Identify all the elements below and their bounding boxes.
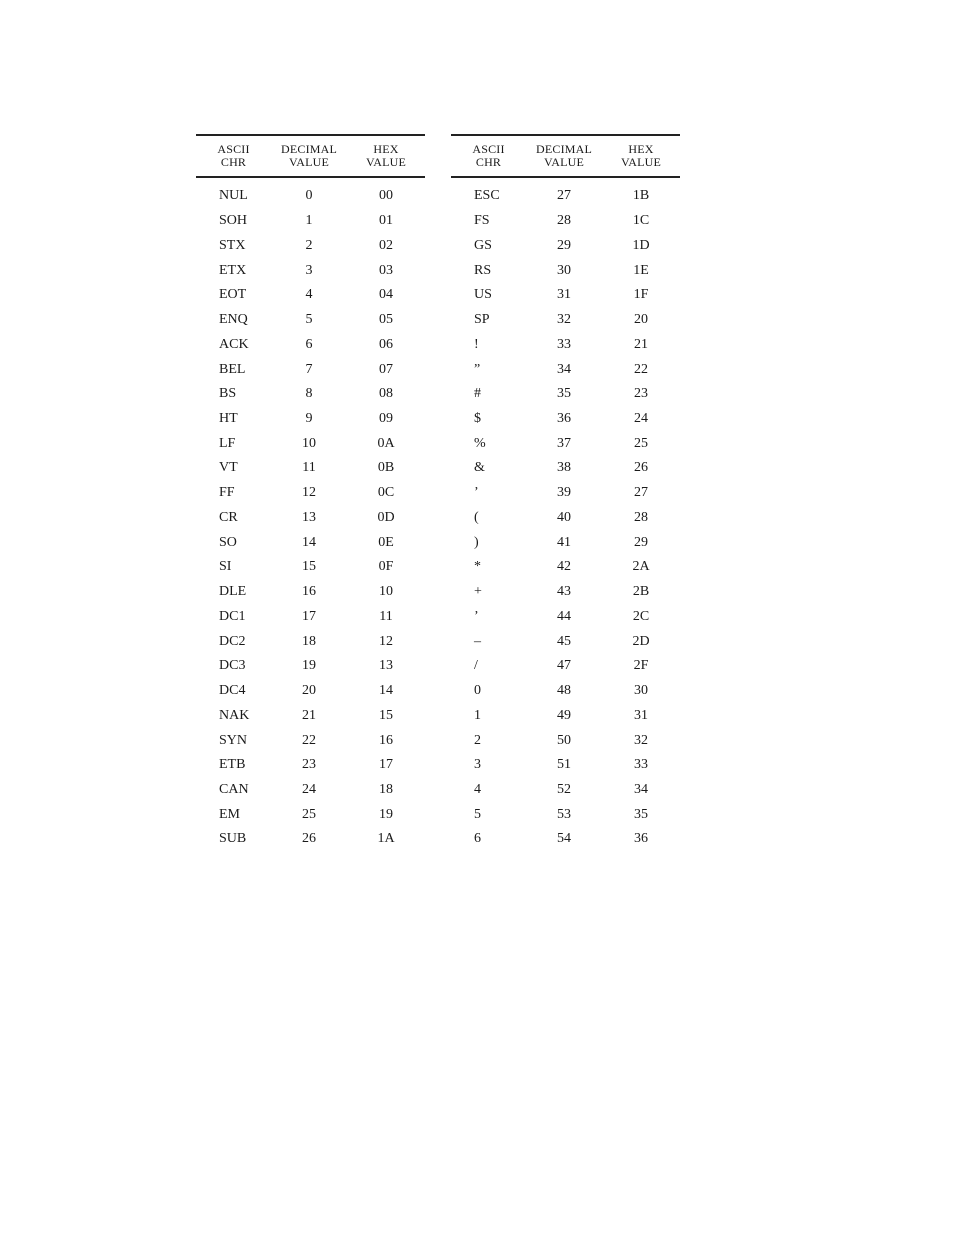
table-row	[196, 827, 425, 852]
table-row	[451, 506, 680, 531]
table-row	[196, 456, 425, 481]
hex-value-cell: 15	[379, 707, 393, 723]
hex-value-cell: 2F	[633, 658, 649, 674]
ascii-chr-cell: ’	[474, 608, 479, 624]
decimal-value-cell: 33	[557, 336, 571, 352]
hex-value-cell: 23	[634, 386, 648, 402]
table-row	[451, 456, 680, 481]
decimal-value-cell: 1	[305, 213, 313, 229]
table-row	[196, 283, 425, 308]
hex-value-cell: 04	[379, 287, 393, 303]
ascii-chr-cell: *	[474, 559, 481, 575]
table-row	[196, 679, 425, 704]
table-row	[196, 728, 425, 753]
table-row	[196, 481, 425, 506]
table-row	[451, 728, 680, 753]
table-row	[451, 629, 680, 654]
decimal-value-cell: 6	[305, 336, 313, 352]
table-row	[451, 604, 680, 629]
hex-value-cell: 18	[379, 781, 393, 797]
hex-value-cell: 05	[379, 312, 393, 328]
hex-value-cell: 24	[634, 410, 648, 426]
decimal-value-cell: 18	[302, 633, 316, 649]
ascii-chr-cell: &	[474, 460, 485, 476]
decimal-value-cell: 10	[302, 435, 316, 451]
table-row	[196, 332, 425, 357]
table-row	[196, 407, 425, 432]
hex-value-cell: 35	[634, 806, 648, 822]
hex-value-cell: 34	[634, 781, 648, 797]
table-row	[451, 382, 680, 407]
table-row	[451, 753, 680, 778]
table-row	[451, 654, 680, 679]
hex-value-cell: 20	[634, 312, 648, 328]
ascii-chr-cell: 5	[474, 806, 481, 822]
decimal-value-cell: 50	[557, 732, 571, 748]
table-row	[196, 703, 425, 728]
hex-value-cell: 03	[379, 262, 393, 278]
ascii-chr-cell: FS	[474, 213, 490, 229]
ascii-chr-cell: 4	[474, 781, 481, 797]
hex-value-cell: 12	[379, 633, 393, 649]
ascii-chr-cell: 0	[474, 683, 481, 699]
decimal-value-cell: 16	[302, 584, 316, 600]
decimal-value-cell: 22	[302, 732, 316, 748]
table-row	[451, 258, 680, 283]
ascii-chr-cell: )	[474, 534, 479, 550]
table-row	[451, 802, 680, 827]
table-row	[451, 827, 680, 852]
header-hex-value: HEX VALUE	[620, 142, 662, 169]
decimal-value-cell: 2	[305, 237, 313, 253]
ascii-chr-cell: LF	[219, 435, 236, 451]
decimal-value-cell: 37	[557, 435, 571, 451]
ascii-chr-cell: 3	[474, 757, 481, 773]
table-row	[196, 308, 425, 333]
decimal-value-cell: 36	[557, 410, 571, 426]
ascii-chr-cell: SUB	[219, 831, 247, 847]
hex-value-cell: 1C	[632, 213, 650, 229]
decimal-value-cell: 30	[557, 262, 571, 278]
decimal-value-cell: 40	[557, 509, 571, 525]
table-row	[196, 802, 425, 827]
hex-value-cell: 0B	[377, 460, 395, 476]
hex-value-cell: 00	[379, 188, 393, 204]
table-row	[451, 530, 680, 555]
ascii-chr-cell: DLE	[219, 584, 247, 600]
hex-value-cell: 25	[634, 435, 648, 451]
ascii-chr-cell: RS	[474, 262, 492, 278]
hex-value-cell: 2D	[632, 633, 650, 649]
decimal-value-cell: 15	[302, 559, 316, 575]
table-row	[451, 580, 680, 605]
ascii-chr-cell: DC3	[219, 658, 246, 674]
decimal-value-cell: 43	[557, 584, 571, 600]
ascii-chr-cell: ENQ	[219, 312, 248, 328]
table-row	[196, 209, 425, 234]
decimal-value-cell: 53	[557, 806, 571, 822]
decimal-value-cell: 51	[557, 757, 571, 773]
hex-value-cell: 11	[379, 608, 393, 624]
hex-value-cell: 09	[379, 410, 393, 426]
decimal-value-cell: 3	[305, 262, 313, 278]
ascii-chr-cell: HT	[219, 410, 238, 426]
table-row	[196, 382, 425, 407]
table-row	[451, 209, 680, 234]
ascii-chr-cell: ACK	[219, 336, 249, 352]
hex-value-cell: 31	[634, 707, 648, 723]
ascii-chr-cell: NAK	[219, 707, 250, 723]
table-row	[451, 679, 680, 704]
decimal-value-cell: 48	[557, 683, 571, 699]
ascii-chr-cell: !	[474, 336, 479, 352]
ascii-chr-cell: CR	[219, 509, 238, 525]
hex-value-cell: 1F	[633, 287, 649, 303]
table-header	[196, 134, 425, 178]
decimal-value-cell: 47	[557, 658, 571, 674]
hex-value-cell: 27	[634, 485, 648, 501]
decimal-value-cell: 28	[557, 213, 571, 229]
hex-value-cell: 01	[379, 213, 393, 229]
decimal-value-cell: 8	[305, 386, 313, 402]
header-decimal-value: DECIMAL VALUE	[535, 142, 593, 169]
ascii-chr-cell: #	[474, 386, 481, 402]
hex-value-cell: 2C	[632, 608, 650, 624]
hex-value-cell: 17	[379, 757, 393, 773]
decimal-value-cell: 19	[302, 658, 316, 674]
hex-value-cell: 0A	[377, 435, 395, 451]
table-row	[196, 555, 425, 580]
table-row	[196, 258, 425, 283]
ascii-chr-cell: (	[474, 509, 479, 525]
header-ascii-chr: ASCII CHR	[472, 142, 505, 169]
decimal-value-cell: 14	[302, 534, 316, 550]
ascii-chr-cell: STX	[219, 237, 246, 253]
ascii-chr-cell: ESC	[474, 188, 500, 204]
hex-value-cell: 1D	[632, 237, 650, 253]
ascii-chr-cell: BS	[219, 386, 237, 402]
table-row	[451, 233, 680, 258]
table-row	[196, 357, 425, 382]
ascii-chr-cell: FF	[219, 485, 235, 501]
hex-value-cell: 26	[634, 460, 648, 476]
decimal-value-cell: 0	[305, 188, 313, 204]
ascii-table-right	[451, 134, 680, 852]
decimal-value-cell: 24	[302, 781, 316, 797]
decimal-value-cell: 25	[302, 806, 316, 822]
hex-value-cell: 0C	[377, 485, 395, 501]
ascii-chr-cell: DC1	[219, 608, 246, 624]
ascii-chr-cell: 2	[474, 732, 481, 748]
hex-value-cell: 0D	[377, 509, 395, 525]
table-row	[451, 308, 680, 333]
decimal-value-cell: 39	[557, 485, 571, 501]
ascii-chr-cell: 1	[474, 707, 481, 723]
table-row	[451, 778, 680, 803]
table-row	[196, 530, 425, 555]
table-body	[196, 178, 425, 852]
ascii-chr-cell: $	[474, 410, 481, 426]
table-row	[451, 555, 680, 580]
ascii-chr-cell: –	[474, 633, 481, 649]
hex-value-cell: 29	[634, 534, 648, 550]
ascii-chr-cell: ETX	[219, 262, 247, 278]
hex-value-cell: 19	[379, 806, 393, 822]
hex-value-cell: 0F	[378, 559, 394, 575]
hex-value-cell: 30	[634, 683, 648, 699]
hex-value-cell: 1E	[633, 262, 649, 278]
decimal-value-cell: 54	[557, 831, 571, 847]
table-row	[451, 332, 680, 357]
table-row	[196, 753, 425, 778]
table-row	[451, 283, 680, 308]
decimal-value-cell: 44	[557, 608, 571, 624]
hex-value-cell: 22	[634, 361, 648, 377]
ascii-chr-cell: ”	[474, 361, 481, 377]
table-row	[196, 506, 425, 531]
hex-value-cell: 33	[634, 757, 648, 773]
hex-value-cell: 08	[379, 386, 393, 402]
decimal-value-cell: 31	[557, 287, 571, 303]
ascii-chr-cell: CAN	[219, 781, 249, 797]
table-row	[451, 184, 680, 209]
hex-value-cell: 1A	[377, 831, 395, 847]
decimal-value-cell: 11	[302, 460, 316, 476]
ascii-chr-cell: +	[474, 584, 482, 600]
decimal-value-cell: 35	[557, 386, 571, 402]
decimal-value-cell: 32	[557, 312, 571, 328]
decimal-value-cell: 9	[305, 410, 313, 426]
ascii-chr-cell: SI	[219, 559, 232, 575]
decimal-value-cell: 27	[557, 188, 571, 204]
table-body	[451, 178, 680, 852]
header-ascii-chr: ASCII CHR	[217, 142, 250, 169]
ascii-chr-cell: DC4	[219, 683, 246, 699]
ascii-chr-cell: BEL	[219, 361, 246, 377]
table-row	[196, 184, 425, 209]
hex-value-cell: 07	[379, 361, 393, 377]
ascii-chr-cell: EM	[219, 806, 240, 822]
ascii-chr-cell: 6	[474, 831, 481, 847]
hex-value-cell: 2B	[632, 584, 650, 600]
decimal-value-cell: 38	[557, 460, 571, 476]
ascii-table-left	[196, 134, 425, 852]
hex-value-cell: 0E	[378, 534, 394, 550]
header-decimal-value: DECIMAL VALUE	[280, 142, 338, 169]
decimal-value-cell: 41	[557, 534, 571, 550]
ascii-chr-cell: GS	[474, 237, 492, 253]
table-row	[196, 654, 425, 679]
decimal-value-cell: 29	[557, 237, 571, 253]
table-row	[451, 481, 680, 506]
table-row	[196, 580, 425, 605]
hex-value-cell: 28	[634, 509, 648, 525]
ascii-chr-cell: ETB	[219, 757, 246, 773]
ascii-chr-cell: SP	[474, 312, 490, 328]
ascii-chr-cell: US	[474, 287, 492, 303]
hex-value-cell: 10	[379, 584, 393, 600]
ascii-chr-cell: EOT	[219, 287, 247, 303]
table-row	[451, 703, 680, 728]
decimal-value-cell: 42	[557, 559, 571, 575]
decimal-value-cell: 7	[305, 361, 313, 377]
table-row	[196, 233, 425, 258]
decimal-value-cell: 12	[302, 485, 316, 501]
ascii-chr-cell: /	[474, 658, 478, 674]
table-row	[196, 629, 425, 654]
decimal-value-cell: 4	[305, 287, 313, 303]
ascii-chr-cell: SYN	[219, 732, 248, 748]
ascii-chr-cell: ’	[474, 485, 479, 501]
table-row	[196, 778, 425, 803]
decimal-value-cell: 5	[305, 312, 313, 328]
table-row	[451, 431, 680, 456]
decimal-value-cell: 23	[302, 757, 316, 773]
table-row	[451, 407, 680, 432]
ascii-chr-cell: NUL	[219, 188, 248, 204]
hex-value-cell: 32	[634, 732, 648, 748]
ascii-chr-cell: SOH	[219, 213, 248, 229]
table-row	[451, 357, 680, 382]
hex-value-cell: 06	[379, 336, 393, 352]
decimal-value-cell: 34	[557, 361, 571, 377]
decimal-value-cell: 13	[302, 509, 316, 525]
decimal-value-cell: 21	[302, 707, 316, 723]
ascii-chr-cell: DC2	[219, 633, 246, 649]
ascii-chr-cell: SO	[219, 534, 237, 550]
hex-value-cell: 16	[379, 732, 393, 748]
hex-value-cell: 36	[634, 831, 648, 847]
decimal-value-cell: 26	[302, 831, 316, 847]
header-hex-value: HEX VALUE	[365, 142, 407, 169]
hex-value-cell: 13	[379, 658, 393, 674]
decimal-value-cell: 52	[557, 781, 571, 797]
table-row	[196, 604, 425, 629]
table-header	[451, 134, 680, 178]
decimal-value-cell: 49	[557, 707, 571, 723]
decimal-value-cell: 45	[557, 633, 571, 649]
hex-value-cell: 14	[379, 683, 393, 699]
table-row	[196, 431, 425, 456]
ascii-chr-cell: %	[474, 435, 486, 451]
hex-value-cell: 2A	[632, 559, 650, 575]
ascii-chr-cell: VT	[219, 460, 238, 476]
decimal-value-cell: 17	[302, 608, 316, 624]
decimal-value-cell: 20	[302, 683, 316, 699]
hex-value-cell: 21	[634, 336, 648, 352]
hex-value-cell: 02	[379, 237, 393, 253]
hex-value-cell: 1B	[632, 188, 650, 204]
